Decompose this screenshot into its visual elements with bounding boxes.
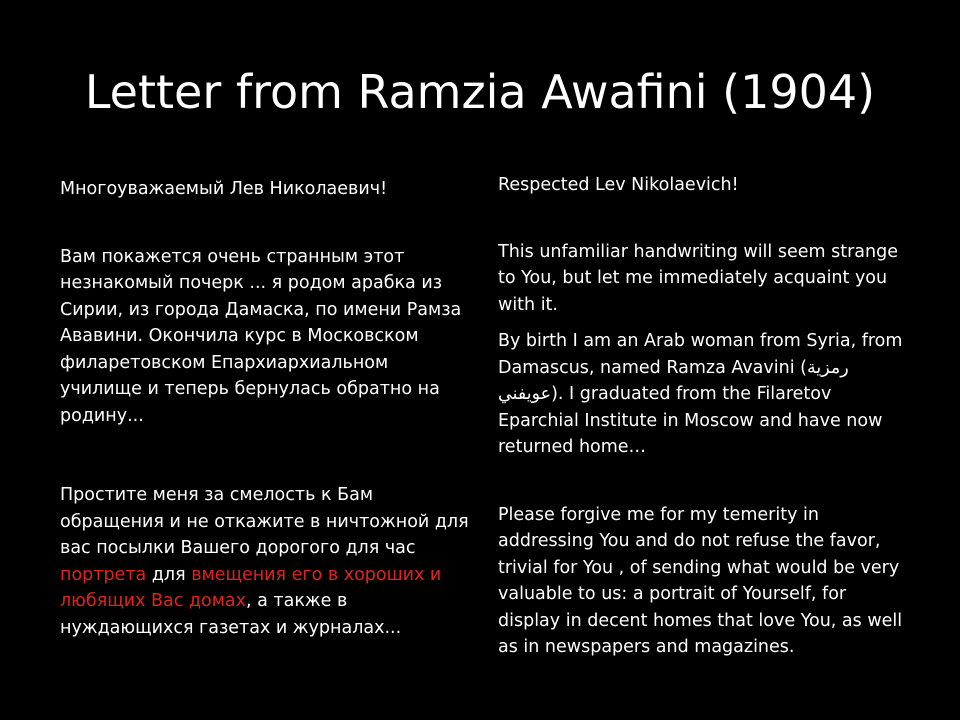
arabic-name: رمزية عويفني xyxy=(498,357,849,404)
russian-paragraph-2-part-1: Простите меня за смелость к Бам обращения и не откажите в ничтожной для вас посылки Вашего дорогого для час xyxy=(60,485,469,558)
russian-paragraph-2 xyxy=(60,482,470,641)
russian-highlight-portrait: портрета xyxy=(60,564,147,585)
russian-paragraph-2-part-2: для xyxy=(146,564,192,585)
russian-greeting: Многоуважаемый Лев Николаевич! xyxy=(60,179,388,199)
russian-highlight-homes: вмещения его в хороших и любящих Вас домах xyxy=(60,564,442,611)
english-paragraph-1: This unfamiliar handwriting will seem strange to You, but let me immediately acquaint you with it. xyxy=(498,241,898,315)
russian-text-column xyxy=(60,172,470,641)
english-paragraph-3: Please forgive me for my temerity in addressing You and do not refuse the favor, trivial for You , of sending what would be very valuable to us: a portrait of Yourself, for display in decent homes that love You, as well as in newspapers and magazines. xyxy=(498,504,903,657)
russian-paragraph-1: Вам покажется очень странным этот незнакомый почерк ... я родом арабка из Сирии, из города Дамаска, по имени Рамза Ававини. Окончила курс в Московском филаретовском Епархиархиальном училище и теперь бернулась обратно на родину... xyxy=(60,246,462,426)
english-text-column xyxy=(498,172,903,661)
english-paragraph-2-part-1: By birth I am an Arab woman from Syria, from Damascus, named Ramza Avavini ( xyxy=(498,331,903,378)
english-greeting: Respected Lev Nikolaevich! xyxy=(498,175,739,195)
slide-title: Letter from Ramzia Awafini (1904) xyxy=(84,65,876,119)
english-paragraph-2-part-2: ). I graduated from the Filaretov Eparchial Institute in Moscow and have now returned home… xyxy=(498,384,883,457)
english-paragraph-2 xyxy=(498,328,903,461)
russian-paragraph-2-part-3: , а также в нуждающихся газетах и журналах... xyxy=(60,591,402,638)
